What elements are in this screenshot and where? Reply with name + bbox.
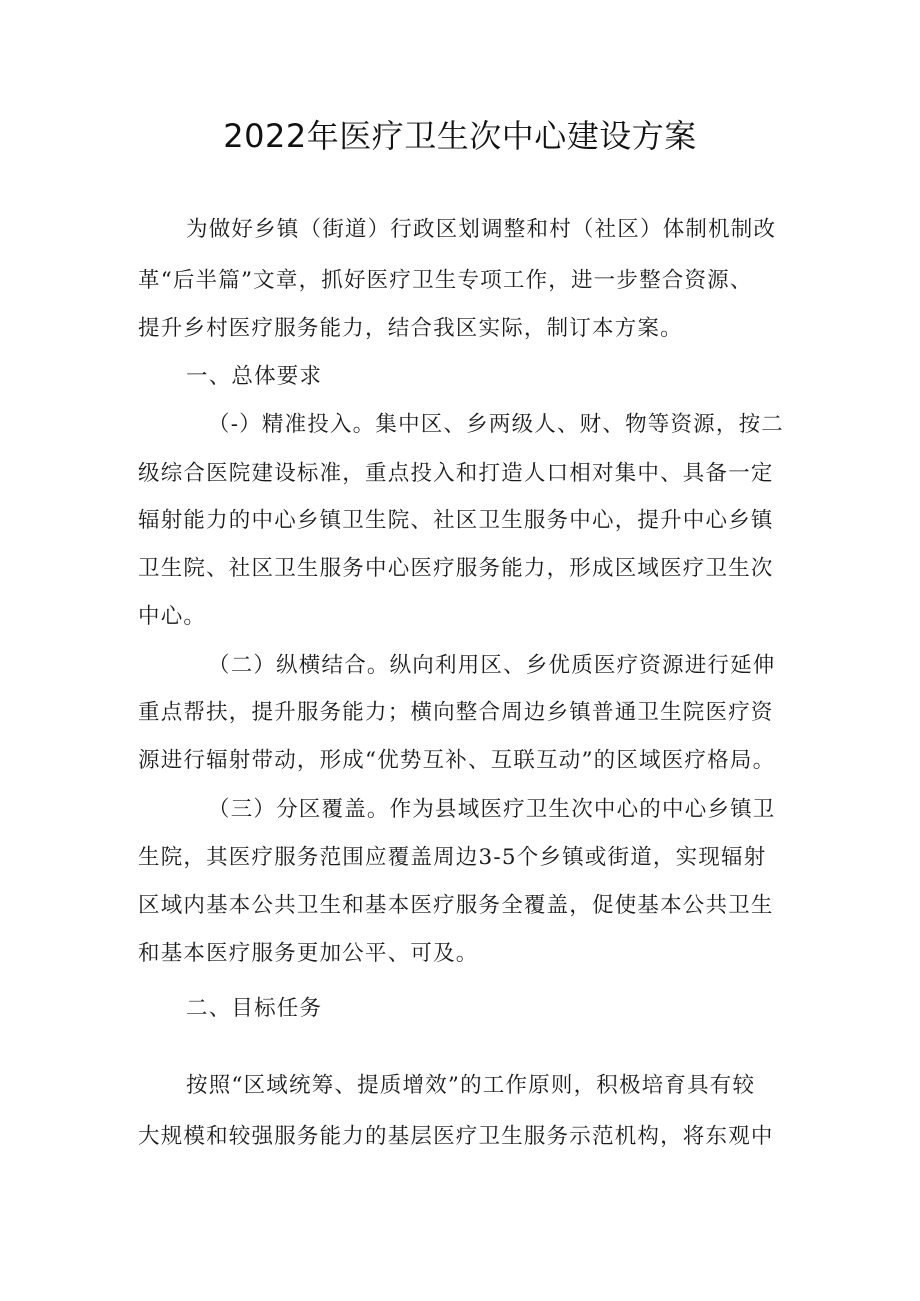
paragraph-line: （二）纵横结合。纵向利用区、乡优质医疗资源进行延伸 xyxy=(208,653,776,678)
section-heading-overall-requirements: 一、总体要求 xyxy=(186,364,323,389)
paragraph-line: 级综合医院建设标准，重点投入和打造人口相对集中、具备一定 xyxy=(138,461,774,486)
paragraph-line: 辐射能力的中心乡镇卫生院、社区卫生服务中心，提升中心乡镇 xyxy=(138,508,774,533)
paragraph-line: 提升乡村医疗服务能力，结合我区实际，制订本方案。 xyxy=(138,316,683,341)
section-heading-goals-tasks: 二、目标任务 xyxy=(186,996,323,1021)
paragraph-line: （-）精准投入。集中区、乡两级人、财、物等资源，按二 xyxy=(208,412,784,437)
paragraph-line: 按照“区域统筹、提质增效”的工作原则，积极培育具有较 xyxy=(186,1073,756,1098)
paragraph-line: 革“后半篇”文章，抓好医疗卫生专项工作，进一步整合资源、 xyxy=(138,268,753,293)
paragraph-line: （三）分区覆盖。作为县域医疗卫生次中心的中心乡镇卫 xyxy=(208,797,776,822)
document-title: 2022年医疗卫生次中心建设方案 xyxy=(223,117,697,155)
paragraph-line: 中心。 xyxy=(138,604,207,629)
paragraph-line: 重点帮扶，提升服务能力；横向整合周边乡镇普通卫生院医疗资 xyxy=(138,700,774,725)
paragraph-line: 源进行辐射带动，形成“优势互补、互联互动”的区域医疗格局。 xyxy=(138,748,776,773)
paragraph-line: 区域内基本公共卫生和基本医疗服务全覆盖，促使基本公共卫生 xyxy=(138,893,774,918)
paragraph-line: 为做好乡镇（街道）行政区划调整和村（社区）体制机制改 xyxy=(186,217,777,242)
paragraph-line: 卫生院、社区卫生服务中心医疗服务能力，形成区域医疗卫生次 xyxy=(138,556,774,581)
paragraph-line: 生院，其医疗服务范围应覆盖周边3-5个乡镇或街道，实现辐射 xyxy=(138,845,767,870)
paragraph-line: 和基本医疗服务更加公平、可及。 xyxy=(138,941,479,966)
paragraph-line: 大规模和较强服务能力的基层医疗卫生服务示范机构，将东观中 xyxy=(138,1124,774,1149)
